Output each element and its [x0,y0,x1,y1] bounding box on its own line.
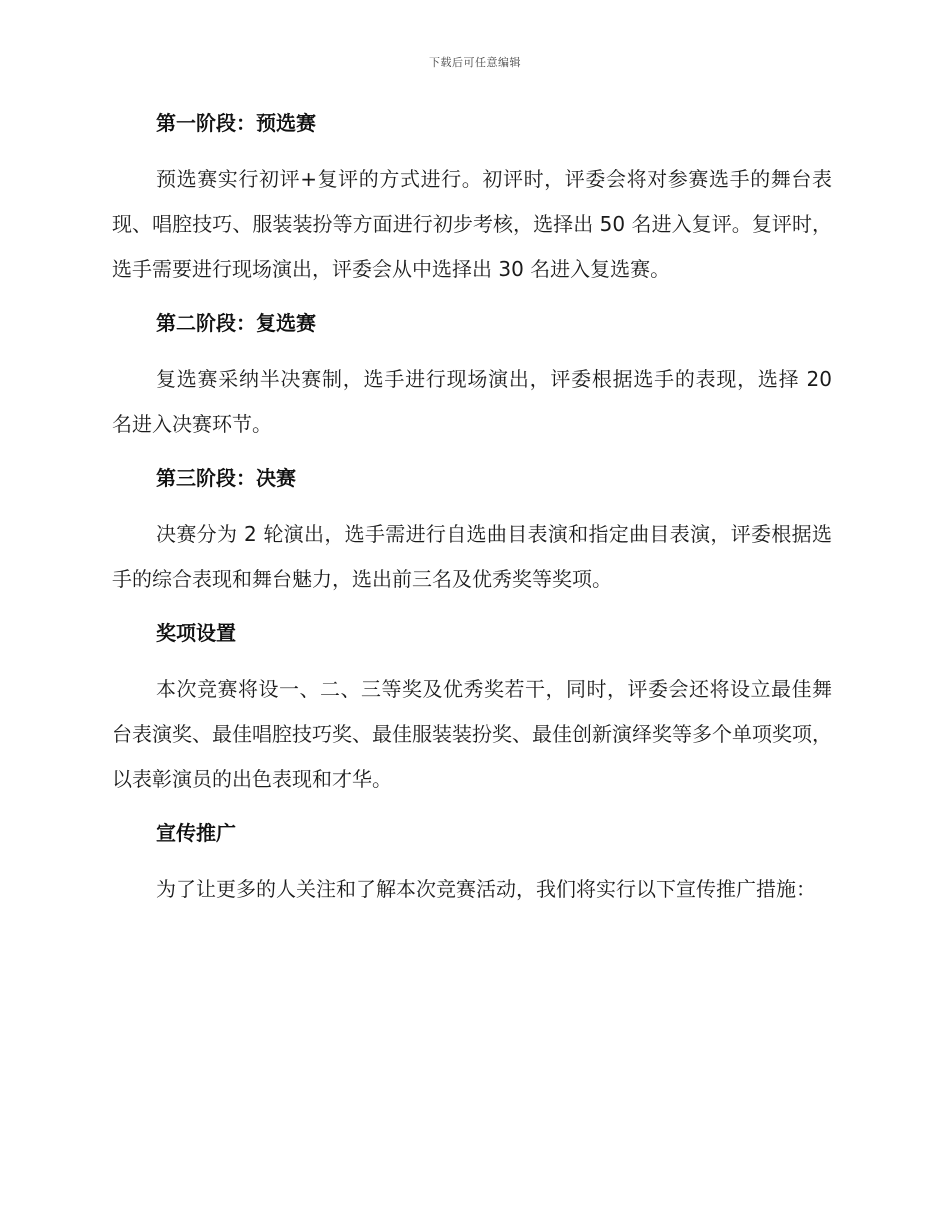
section-body-awards: 本次竞赛将设一、二、三等奖及优秀奖若干，同时，评委会还将设立最佳舞台表演奖、最佳唱腔技巧奖、最佳服装装扮奖、最佳创新演绎奖等多个单项奖项，以表彰演员的出色表现和才华。 [112,677,832,791]
section-heading-final: 第三阶段：决赛 [156,466,296,490]
section-heading-promotion: 宣传推广 [156,821,236,845]
section-heading-second-round: 第二阶段：复选赛 [156,311,316,335]
document-body [112,108,832,912]
section-body-preliminary: 预选赛实行初评+复评的方式进行。初评时，评委会将对参赛选手的舞台表现、唱腔技巧、服装装扮等方面进行初步考核，选择出 50 名进入复评。复评时，选手需要进行现场演出，评委会从中选择出 30 名进入复选赛。 [112,167,832,281]
section-heading-preliminary: 第一阶段：预选赛 [156,111,316,135]
section-body-second-round: 复选赛采纳半决赛制，选手进行现场演出，评委根据选手的表现，选择 20 名进入决赛环节。 [112,367,832,436]
section-body-final: 决赛分为 2 轮演出，选手需进行自选曲目表演和指定曲目表演，评委根据选手的综合表现和舞台魅力，选出前三名及优秀奖等奖项。 [112,522,832,591]
section-body-promotion: 为了让更多的人关注和了解本次竞赛活动，我们将实行以下宣传推广措施： [156,877,816,901]
page-header: 下载后可任意编辑 [429,56,521,69]
section-heading-awards: 奖项设置 [156,621,236,645]
